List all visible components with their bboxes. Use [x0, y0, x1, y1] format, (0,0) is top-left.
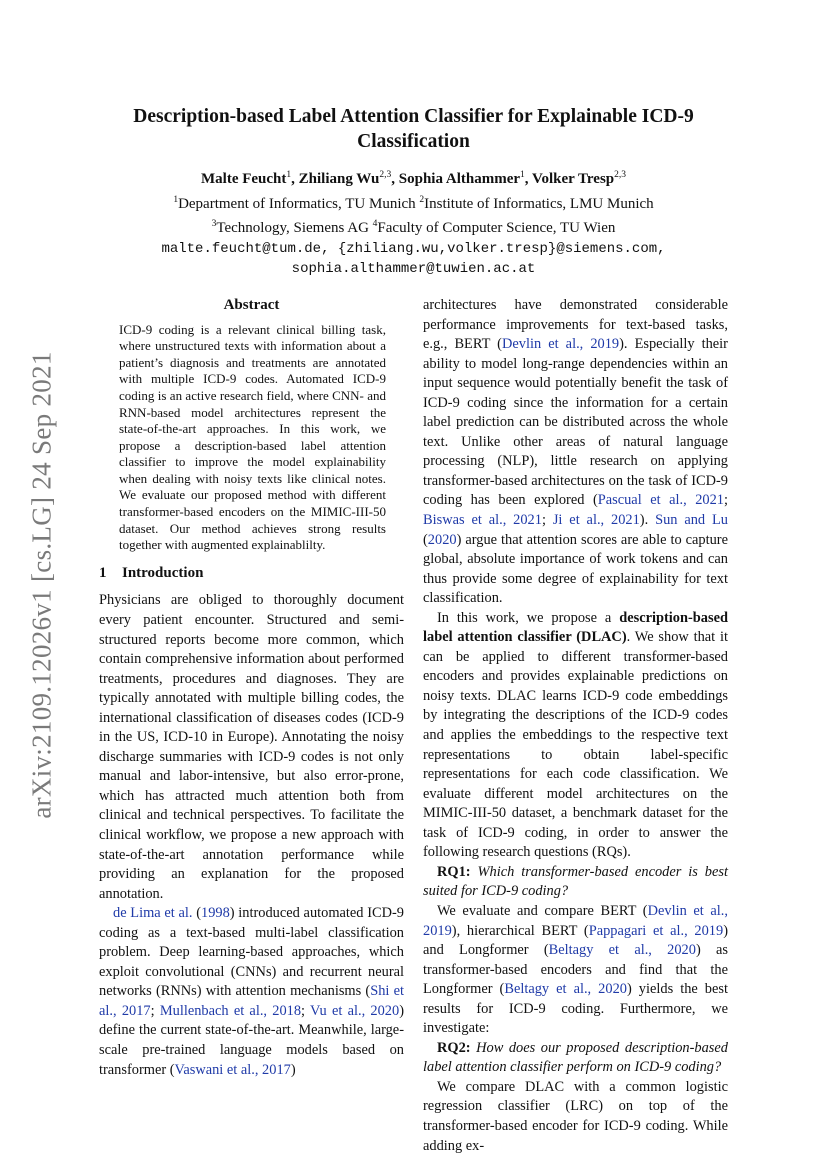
- research-question-1: [423, 863, 728, 902]
- citation-link[interactable]: Pascual et al., 2021: [597, 492, 724, 509]
- citation-link[interactable]: Biswas et al., 2021: [423, 512, 542, 529]
- dlac-term: description-based label attention classifier (DLAC): [423, 609, 728, 646]
- affiliation-text: Faculty of Computer Science, TU Wien: [377, 220, 616, 236]
- text: ). Especially their ability to model long-range dependencies within an input sequence would potentially benefit the task of ICD-9 coding since the information for a certain label prediction can be distributed across the whole text. Unlike other areas of natural language processing (NLP), little research on applying transformer-based architectures on the task of ICD-9 coding has been explored (: [423, 336, 728, 509]
- author-names: Malte Feucht$^1$, Zhiliang Wu$^{2,3}$, Sophia Althammer$^1$, Volker Tresp$^{2,3}$: [201, 170, 626, 187]
- affil-marker: 2: [419, 194, 425, 205]
- affiliation-text: Department of Informatics, TU Munich: [178, 195, 420, 212]
- text: ;: [541, 512, 553, 529]
- text: ) introduced automated ICD-9 coding as a text-based multi-label classification problem. Deep learning-based approaches, which exploit convolutional (CNNs) and recurrent neural networks (RNNs) with attention mechanisms (: [99, 905, 404, 1000]
- text: (: [423, 531, 428, 548]
- citation-link[interactable]: Beltagy et al., 2020: [504, 981, 627, 998]
- citation-link[interactable]: 2020: [427, 531, 457, 548]
- email-line-2: sophia.althammer@tuwien.ac.at: [291, 261, 536, 277]
- author-2: Zhiliang Wu: [298, 171, 380, 187]
- citation-link[interactable]: Ji et al., 2021: [552, 512, 640, 529]
- author-3: Sophia Althammer: [398, 171, 521, 187]
- affiliation-text: Institute of Informatics, LMU Munich: [424, 195, 654, 212]
- section-number: 1: [99, 564, 107, 581]
- author-block: [100, 165, 727, 280]
- text: ).: [639, 512, 656, 529]
- author-4-affil: 2,3: [614, 170, 626, 180]
- title-line-2: Classification: [357, 131, 470, 152]
- author-1-affil: 1: [286, 170, 292, 180]
- right-paragraph-1: [423, 296, 728, 609]
- text: ) as transformer-based encoders and find that the Longformer (: [423, 942, 728, 998]
- text: ) argue that attention scores are able to capture global, absolute importance of work tokens and can thus provide some degree of explainability for text classification.: [423, 531, 728, 607]
- intro-paragraph-2: [99, 904, 404, 1080]
- author-4: Volker Tresp: [532, 171, 615, 187]
- affiliation-text: Technology, Siemens AG: [216, 220, 373, 236]
- citation-link[interactable]: Sun and Lu: [655, 512, 728, 529]
- citation-link[interactable]: Mullenbach et al., 2018: [159, 1002, 302, 1019]
- arxiv-stamp: arXiv:2109.12026v1 [cs.LG] 24 Sep 2021: [26, 351, 57, 819]
- rq-text: How does our proposed description-based label attention classifier perform on ICD-9 coding?: [423, 1039, 728, 1076]
- section-heading: [99, 564, 404, 584]
- citation-link[interactable]: de Lima et al.: [113, 905, 193, 922]
- text: ) define the current state-of-the-art. Meanwhile, large-scale pre-trained language models based on transformer (: [99, 1002, 404, 1078]
- citation-link[interactable]: Devlin et al., 2019: [423, 902, 728, 939]
- text: In this work, we propose a: [437, 609, 620, 626]
- rq-text: Which transformer-based encoder is best suited for ICD-9 coding?: [423, 863, 728, 900]
- section-title: Introduction: [122, 564, 204, 581]
- citation-link[interactable]: Devlin et al., 2019: [501, 336, 620, 353]
- text: ;: [301, 1002, 311, 1019]
- right-paragraph-3: [423, 902, 728, 1039]
- text: architectures have demonstrated considerable performance improvements for text-based tasks, e.g., BERT (: [423, 297, 728, 353]
- citation-link[interactable]: Shi et al., 2017: [99, 983, 404, 1019]
- citation-link[interactable]: Vaswani et al., 2017: [174, 1061, 291, 1078]
- text: ): [290, 1061, 296, 1078]
- text: (: [192, 905, 201, 922]
- affiliation-line-1: [100, 190, 727, 215]
- author-2-affil: 2,3: [379, 170, 392, 180]
- author-1: Malte Feucht: [201, 171, 287, 187]
- left-column: [99, 296, 404, 1080]
- affiliation-line-2: [100, 214, 727, 239]
- rq-label: RQ2:: [437, 1039, 471, 1056]
- affil-marker: 4: [372, 219, 378, 229]
- text: ) yields the best results for ICD-9 coding. Furthermore, we investigate:: [423, 981, 728, 1037]
- text: ;: [150, 1002, 160, 1019]
- rq-label: RQ1:: [437, 863, 471, 880]
- abstract-text: ICD-9 coding is a relevant clinical billing task, where unstructured texts with information about a patient’s diagnosis and treatments are annotated with multiple ICD-9 codes. Automated ICD-9 coding is an active research field, where CNN- and RNN-based model architectures represent the state-of-the-art approaches. In this work, we propose a description-based label attention classifier to improve the model explainability when dealing with noisy texts like clinical notes. We evaluate our proposed method with different transformer-based encoders on the MIMIC-III-50 dataset. Our method achieves strong results together with augmented explainablilty.: [119, 321, 386, 553]
- citation-link[interactable]: 1998: [201, 905, 230, 922]
- right-paragraph-2: [423, 609, 728, 863]
- citation-link[interactable]: Vu et al., 2020: [310, 1002, 400, 1019]
- text: . We show that it can be applied to different transformer-based encoders and provides explainable predictions on noisy texts. DLAC learns ICD-9 code embeddings by integrating the descriptions of the ICD-9 codes and applies the embeddings to the respective text representations to obtain label-specific representations for each code classification. We evaluate different model architectures on the MIMIC-III-50 dataset, a benchmark dataset for the task of ICD-9 coding, in order to answer the following research questions (RQs).: [423, 629, 728, 861]
- email-line-1: malte.feucht@tum.de, {zhiliang.wu,volker.tresp}@siemens.com,: [161, 240, 666, 257]
- citation-link[interactable]: Beltagy et al., 2020: [548, 942, 696, 959]
- title-line-1: Description-based Label Attention Classifier for Explainable ICD-9: [133, 106, 694, 127]
- author-3-affil: 1: [520, 170, 525, 180]
- affil-marker: 1: [173, 194, 179, 205]
- research-question-2: [423, 1039, 728, 1078]
- text: ;: [724, 492, 728, 509]
- citation-link[interactable]: Pappagari et al., 2019: [588, 922, 724, 939]
- right-paragraph-4: We compare DLAC with a common logistic regression classifier (LRC) on top of the transformer-based encoder for ICD-9 coding. While adding ex-: [423, 1078, 728, 1154]
- text: ), hierarchical BERT (: [451, 922, 589, 939]
- paper-title: [100, 104, 727, 154]
- right-column: [423, 296, 728, 1156]
- affil-marker: 3: [211, 219, 217, 229]
- text: ) and Longformer (: [423, 922, 728, 959]
- text: We evaluate and compare BERT (: [437, 902, 648, 919]
- abstract-heading: Abstract: [223, 297, 280, 313]
- intro-paragraph-1: Physicians are obliged to thoroughly document every patient encounter. Structured and semi-structured reports become more common, which contain comprehensive information about performed treatments, procedures and diagnoses. They are typically annotated with multiple billing codes, the international classification of diseases codes (ICD-9 in the US, ICD-10 in Europe). Annotating the noisy discharge summaries with ICD-9 codes is not only manual and labor-intensive, but also error-prone, which has attracted much attention both from clinical and technical perspectives. To facilitate the clinical workflow, we propose a new approach with state-of-the-art annotation performance while providing an explanation for the proposed annotation.: [99, 592, 404, 902]
